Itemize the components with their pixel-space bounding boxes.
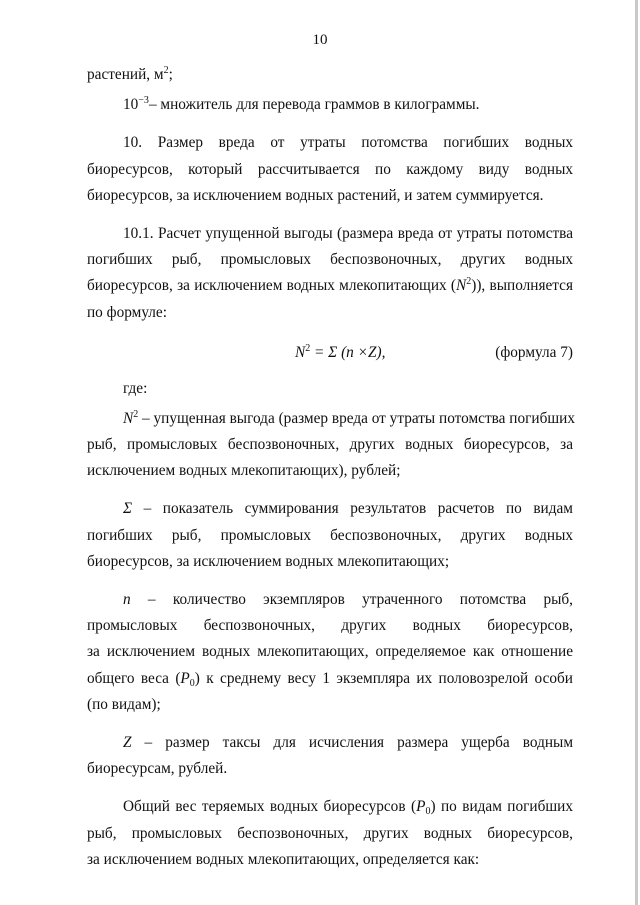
variable: n [123,591,131,608]
variable: P [416,798,426,816]
text-line: погибших рыб, промысловых беспозвоночных, других водных [87,251,573,269]
text-line: за исключением водных млекопитающих, определяемое как отношение [87,643,573,661]
text-line: биоресурсов, который рассчитывается по каждому виду водных [87,160,573,178]
definition-n [87,587,573,718]
formula-label: (формула 7) [495,343,573,361]
text-line: n – количество экземпляров утраченного потомства рыб, [123,591,573,608]
text-line: 10. Размер вреда от утраты потомства погибших водных [123,134,573,152]
text-line: 10.1. Расчет упущенной выгоды (размера вреда от утраты потомства [123,224,573,242]
text: растений, м [87,66,164,83]
text-line: исключением водных млекопитающих), рублей; [87,462,401,480]
text-line: за исключением водных млекопитающих, определяется как: [87,850,480,868]
text-line: погибших рыб, промысловых беспозвоночных, других водных [87,526,573,544]
text-line: Z – размер таксы для исчисления размера ущерба водным [123,733,573,751]
variable: P [180,669,190,687]
document-body [87,62,573,873]
formula-7 [87,340,573,366]
superscript: −3 [138,95,149,107]
text: – множитель для перевода граммов в килограммы. [148,96,480,114]
text: 10 [123,96,139,114]
definition-sigma [87,496,573,575]
paragraph-total-weight [87,794,573,873]
text-line: по формуле: [87,303,167,321]
text-line: (по видам); [87,695,161,713]
paragraph-continuation [87,62,573,88]
text-line: рыб, промысловых беспозвоночных, других водных биоресурсов, за [87,436,573,454]
scan-edge-shadow [635,0,638,905]
text: ; [168,66,173,83]
variable: N [456,277,467,295]
formula-expression: $N^2 = \Sigma$ (n ×Z), [295,342,386,361]
text-line: $N^2$ – упущенная выгода (размер вреда от утраты потомства погибших [123,408,575,427]
variable: N [123,409,134,427]
definition-N2 [87,406,573,485]
variable: Σ [123,500,133,518]
definition-Z [87,730,573,782]
text-line: Общий вес теряемых водных биоресурсов $(P_0)$ по видам погибших [123,798,574,818]
text-line: биоресурсам, рублей. [87,760,228,778]
text-line: Σ – показатель суммирования результатов расчетов по видам [123,500,573,518]
superscript: 2 [163,65,169,76]
text-line: биоресурсов, за исключением водных растений, и затем суммируется. [87,186,544,204]
paragraph-10-1 [87,221,573,326]
where-label: где: [123,379,148,397]
text-line: биоресурсов, за исключением водных млекопитающих $(N^2)$), выполняется [87,276,573,295]
text-line: общего веса $(P_0)$ к среднему весу 1 экземпляра их половозрелой особи [87,669,573,689]
page-number: 10 [312,32,328,48]
text-line: рыб, промысловых беспозвоночных, других водных биоресурсов, [87,824,573,842]
text-line: биоресурсов, за исключением водных млекопитающих; [87,552,450,570]
paragraph-10 [87,130,573,209]
paragraph-multiplier [87,92,573,118]
text-line: промысловых беспозвоночных, других водных биоресурсов, [87,617,573,635]
variable: Z [123,733,132,751]
